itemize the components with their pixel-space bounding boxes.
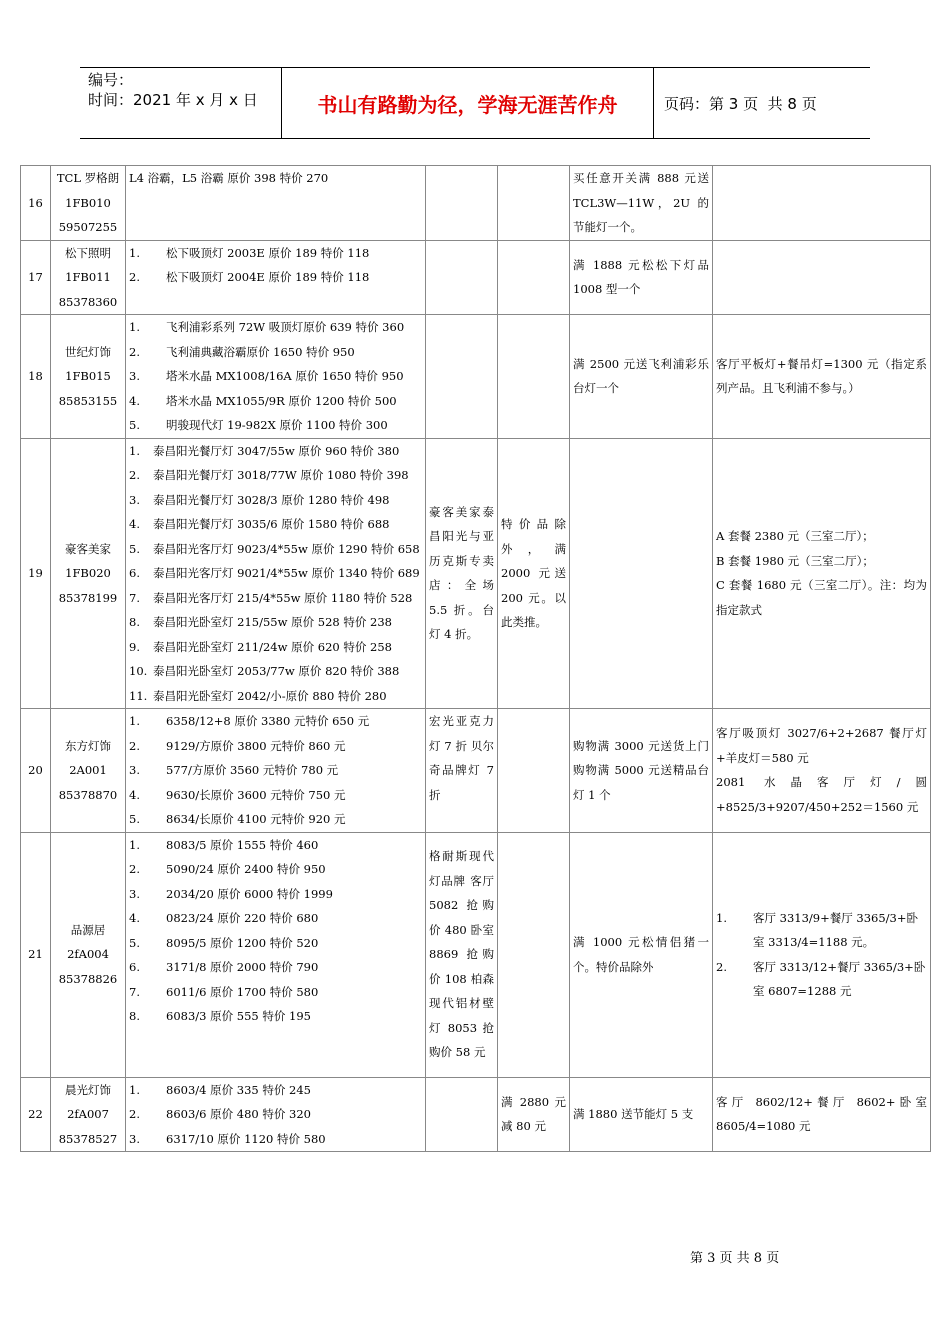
list-item: 7. 6011/6 原价 1700 特价 580 <box>129 984 319 999</box>
store-cell <box>51 709 126 833</box>
list-item: 10. 泰昌阳光卧室灯 2053/77w 原价 820 特价 388 <box>129 664 400 678</box>
package-cell: 客厅平板灯+餐吊灯=1300 元（指定系列产品。且飞利浦不参与。） <box>713 315 931 439</box>
items-cell <box>126 1077 426 1152</box>
promotion-table <box>20 165 931 1152</box>
items-cell <box>126 166 426 241</box>
store-name: 品源居 <box>70 922 106 937</box>
store-cell <box>51 1077 126 1152</box>
store-phone: 85378870 <box>58 787 118 802</box>
gift-cell: 买任意开关满 888 元送 TCL3W—11W，2U 的节能灯一个。 <box>570 166 713 241</box>
promo-cell <box>426 166 498 241</box>
list-item: 2. 松下吸顶灯 2004E 原价 189 特价 118 <box>129 270 370 284</box>
list-item: 6. 3171/8 原价 2000 特价 790 <box>129 960 319 974</box>
store-phone: 85378527 <box>58 1131 118 1146</box>
list-item: 4. 9630/长原价 3600 元特价 750 元 <box>129 787 346 802</box>
discount-cell: 满 2880 元减 80 元 <box>498 1077 570 1152</box>
package-cell <box>713 240 931 315</box>
row-number: 17 <box>21 240 51 315</box>
row-number: 18 <box>21 315 51 439</box>
list-item: 3. 6317/10 原价 1120 特价 580 <box>129 1131 326 1146</box>
items-cell <box>126 832 426 1077</box>
items-cell <box>126 709 426 833</box>
items-cell <box>126 240 426 315</box>
store-booth: 1FB020 <box>65 566 111 580</box>
list-item: 3. 577/方原价 3560 元特价 780 元 <box>129 763 339 777</box>
list-item: 3. 塔米水晶 MX1008/16A 原价 1650 特价 950 <box>129 369 404 383</box>
list-item: 1. 8083/5 原价 1555 特价 460 <box>129 837 319 852</box>
list-item: 1. 泰昌阳光餐厅灯 3047/55w 原价 960 特价 380 <box>129 443 400 458</box>
doc-time-label: 时间：2021 年 x 月 x 日 <box>88 91 258 109</box>
store-booth: 1FB011 <box>65 270 111 284</box>
gift-cell: 满 1000 元松情侣猪一个。特价品除外 <box>570 832 713 1077</box>
package-line: A 套餐 2380 元（三室二厅）； <box>716 529 874 544</box>
store-cell <box>51 315 126 439</box>
table-row <box>21 166 931 241</box>
list-item: 1. 8603/4 原价 335 特价 245 <box>129 1082 311 1097</box>
list-item: 11. 泰昌阳光卧室灯 2042/小-原价 880 特价 280 <box>129 688 387 703</box>
row-number: 22 <box>21 1077 51 1152</box>
store-booth: 2fA004 <box>67 947 109 962</box>
gift-cell: 满 1880 送节能灯 5 支 <box>570 1077 713 1152</box>
store-phone: 85378826 <box>58 971 118 986</box>
list-item: 3. 泰昌阳光餐厅灯 3028/3 原价 1280 特价 498 <box>129 492 390 507</box>
package-cell <box>713 709 931 833</box>
list-item: 3. 2034/20 原价 6000 特价 1999 <box>129 886 333 901</box>
store-cell <box>51 832 126 1077</box>
item-text: L4 浴霸，L5 浴霸 原价 398 特价 270 <box>129 171 329 185</box>
list-item: 5. 8095/5 原价 1200 特价 520 <box>129 935 319 950</box>
list-item: 2. 8603/6 原价 480 特价 320 <box>129 1107 311 1121</box>
store-cell <box>51 240 126 315</box>
gift-cell: 满 2500 元送飞利浦彩乐台灯一个 <box>570 315 713 439</box>
page-number-label: 页码：第 3 页 共 8 页 <box>664 94 817 113</box>
items-cell <box>126 315 426 439</box>
package-line: 2081 水晶客厅灯/圆+8525/3+9207/450+252＝1560 元 <box>716 775 927 814</box>
page-footer: 第 3 页 共 8 页 <box>690 1251 780 1266</box>
table-row <box>21 240 931 315</box>
table-row <box>21 315 931 439</box>
header-meta <box>80 68 282 138</box>
store-booth: 2A001 <box>69 763 107 777</box>
store-phone: 85378360 <box>58 294 118 309</box>
package-line: B 套餐 1980 元（三室二厅）； <box>716 553 874 568</box>
table-row <box>21 438 931 709</box>
list-item: 8. 6083/3 原价 555 特价 195 <box>129 1009 311 1023</box>
list-item: 2. 飞利浦典藏浴霸原价 1650 特价 950 <box>129 344 355 359</box>
store-cell <box>51 166 126 241</box>
list-item: 2. 泰昌阳光餐厅灯 3018/77W 原价 1080 特价 398 <box>129 468 409 482</box>
list-item: 5. 泰昌阳光客厅灯 9023/4*55w 原价 1290 特价 658 <box>129 541 420 556</box>
discount-cell <box>498 166 570 241</box>
page-header <box>80 67 870 139</box>
list-item: 4. 0823/24 原价 220 特价 680 <box>129 911 319 925</box>
list-item: 4. 泰昌阳光餐厅灯 3035/6 原价 1580 特价 688 <box>129 517 390 531</box>
header-slogan: 书山有路勤为径，学海无涯苦作舟 <box>282 68 654 138</box>
list-item: 4. 塔米水晶 MX1055/9R 原价 1200 特价 500 <box>129 393 397 408</box>
list-item: 9. 泰昌阳光卧室灯 211/24w 原价 620 特价 258 <box>129 639 392 654</box>
list-item: 1. 飞利浦彩系列 72W 吸顶灯原价 639 特价 360 <box>129 320 405 334</box>
promo-cell <box>426 315 498 439</box>
discount-cell <box>498 240 570 315</box>
list-item: 5. 明骏现代灯 19-982X 原价 1100 特价 300 <box>129 418 388 432</box>
store-name: 松下照明 <box>65 245 111 260</box>
store-booth: 1FB015 <box>65 369 111 383</box>
row-number: 19 <box>21 438 51 709</box>
discount-cell <box>498 832 570 1077</box>
list-item: 1. 6358/12+8 原价 3380 元特价 650 元 <box>129 714 370 728</box>
store-name: 世纪灯饰 <box>65 344 111 359</box>
gift-cell <box>570 438 713 709</box>
list-item: 5. 8634/长原价 4100 元特价 920 元 <box>129 812 346 826</box>
row-number: 21 <box>21 832 51 1077</box>
store-cell <box>51 438 126 709</box>
package-cell <box>713 438 931 709</box>
table-row <box>21 832 931 1077</box>
table-row <box>21 709 931 833</box>
store-name: TCL 罗格朗 <box>56 171 120 185</box>
promo-cell <box>426 1077 498 1152</box>
row-number: 20 <box>21 709 51 833</box>
package-cell: 客厅 8602/12+餐厅 8602+卧室 8605/4=1080 元 <box>713 1077 931 1152</box>
list-item: 7. 泰昌阳光客厅灯 215/4*55w 原价 1180 特价 528 <box>129 590 413 605</box>
list-item: 1. 松下吸顶灯 2003E 原价 189 特价 118 <box>129 245 370 260</box>
store-booth: 1FB010 <box>65 195 111 210</box>
promo-cell: 宏光亚克力灯 7 折 贝尔奇品牌灯 7 折 <box>426 709 498 833</box>
discount-cell <box>498 315 570 439</box>
doc-code-label: 编号： <box>88 71 134 89</box>
store-name: 东方灯饰 <box>65 738 111 753</box>
list-item: 2. 9129/方原价 3800 元特价 860 元 <box>129 738 346 753</box>
list-item: 6. 泰昌阳光客厅灯 9021/4*55w 原价 1340 特价 689 <box>129 566 420 580</box>
header-page-number <box>654 68 870 138</box>
gift-cell: 购物满 3000 元送货上门 购物满 5000 元送精品台灯 1 个 <box>570 709 713 833</box>
package-cell <box>713 166 931 241</box>
store-phone: 59507255 <box>58 220 118 234</box>
package-line: 客厅吸顶灯 3027/6+2+2687 餐厅灯+羊皮灯＝580 元 <box>716 726 927 765</box>
list-item: 8. 泰昌阳光卧室灯 215/55w 原价 528 特价 238 <box>129 615 392 629</box>
discount-cell: 特价品除外，满 2000 元送 200 元。以此类推。 <box>498 438 570 709</box>
items-cell <box>126 438 426 709</box>
store-phone: 85378199 <box>58 590 118 605</box>
store-name: 豪客美家 <box>65 541 111 556</box>
promo-cell <box>426 240 498 315</box>
store-name: 晨光灯饰 <box>65 1082 111 1097</box>
table-row <box>21 1077 931 1152</box>
gift-cell: 满 1888 元松松下灯品 1008 型一个 <box>570 240 713 315</box>
promo-cell: 豪客美家泰昌阳光与亚历克斯专卖店：全场 5.5 折。台灯 4 折。 <box>426 438 498 709</box>
list-item: 2. 客厅 3313/12+餐厅 3365/3+卧室 6807=1288 元 <box>716 959 926 998</box>
store-phone: 85853155 <box>58 393 118 408</box>
store-booth: 2fA007 <box>67 1107 109 1121</box>
package-line: C 套餐 1680 元（三室二厅）。注：均为指定款式 <box>716 578 927 617</box>
row-number: 16 <box>21 166 51 241</box>
discount-cell <box>498 709 570 833</box>
list-item: 2. 5090/24 原价 2400 特价 950 <box>129 862 326 876</box>
promo-cell: 格耐斯现代灯品牌 客厅 5082 抢购价 480 卧室 8869 抢购价 108 柏森现代铝材壁灯 8053 抢购价 58 元 <box>426 832 498 1077</box>
list-item: 1. 客厅 3313/9+餐厅 3365/3+卧室 3313/4=1188 元。 <box>716 910 918 949</box>
package-cell <box>713 832 931 1077</box>
